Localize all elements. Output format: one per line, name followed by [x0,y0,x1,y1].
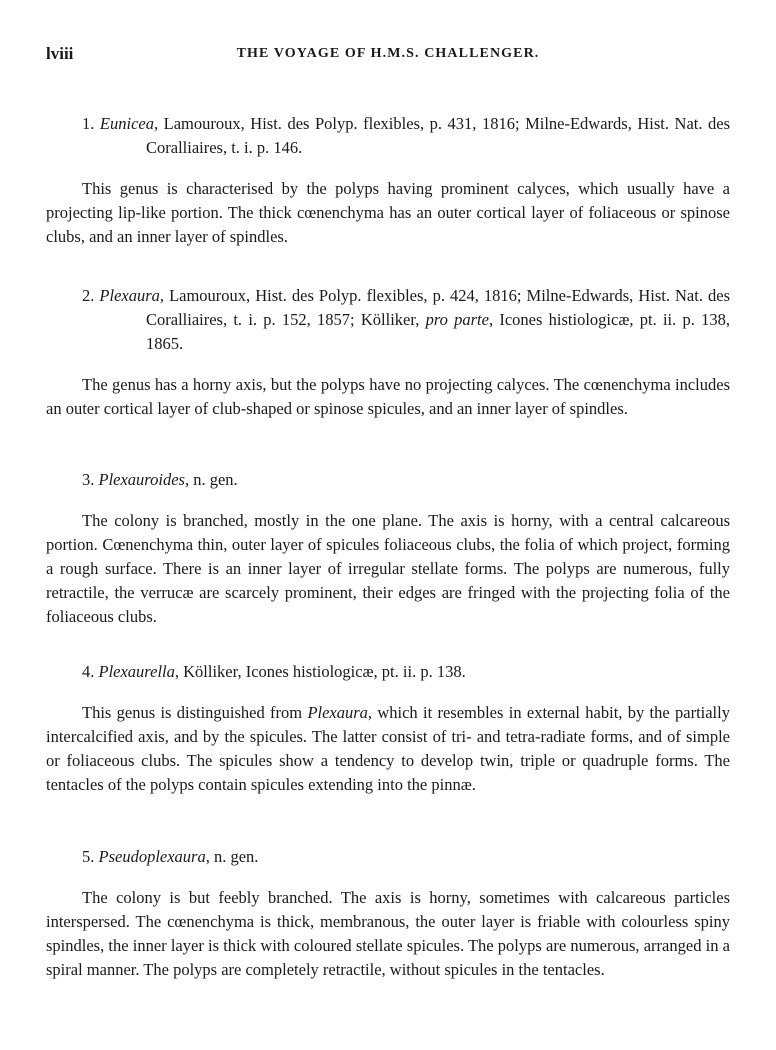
entry-number: 4. [82,662,95,681]
genus-description: The colony is but feebly branched. The axis is horny, sometimes with calcareous particles interspersed. The cœnenchyma is thick, membranous, the outer layer is friable with colourless spiny spindles, the inner layer is thick with coloured stellate spicules. The polyps are numerous, arranged in a spiral manner. The polyps are completely retractile, without spicules in the tentacles. [46,888,730,979]
genus-description [46,701,730,797]
genus-name: Plexaurella [98,662,175,681]
genus-entry-eunicea [46,112,730,249]
genus-name: Eunicea [99,114,154,133]
genus-description: The colony is branched, mostly in the one plane. The axis is horny, with a central calcareous portion. Cœnenchyma thin, outer layer of spicules foliaceous clubs, the folia of which project, forming a rough surface. There is an inner layer of irregular stellate forms. The polyps are numerous, fully retractile, the verrucæ are scarcely prominent, their edges are fringed with the projecting folia of the foliaceous clubs. [46,511,730,626]
genus-name: Pseudoplexaura [98,847,206,866]
entry-number: 1. [82,114,95,133]
genus-description: The genus has a horny axis, but the polyps have no projecting calyces. The cœnenchyma includes an outer cortical layer of club-shaped or spinose spicules, and an inner layer of spindles. [46,375,730,418]
page-number: lviii [46,44,74,63]
genus-reference [46,660,730,684]
genus-reference [46,468,730,492]
reference-italic: pro parte [425,310,489,329]
genus-description: This genus is characterised by the polyps having prominent calyces, which usually have a projecting lip-like portion. The thick cœnenchyma has an outer cortical layer of foliaceous or spinose clubs, and an inner layer of spindles. [46,179,730,246]
reference-text: , Lamouroux, Hist. des Polyp. flexibles, p. 431, 1816; Milne-Edwards, Hist. Nat. des Coralliaires, t. i. p. 146. [146,114,731,157]
entry-number: 2. [82,286,95,305]
genus-reference [46,845,730,869]
genus-name: Plexaura [99,286,160,305]
genus-entry-plexauroides [46,468,730,629]
genus-reference [46,284,730,356]
reference-text: , Lamouroux, Hist. des Polyp. flexibles, p. 424, 1816; Milne-Edwards, Hist. Nat. des Coralliaires, t. i. p. 152, 1857; Kölliker, [146,286,731,329]
genus-entry-plexaura [46,284,730,421]
page-header [46,44,730,68]
description-text-end: , which it resembles in external habit, by the partially intercalcified axis, and by the spicules. The latter consist of tri- and tetra-radiate forms, and of simple or foliaceous clubs. The spicules show a tendency to develop twin, triple or quadruple forms. The tentacles of the polyps contain spicules extending into the pinnæ. [46,703,730,794]
reference-text: , n. gen. [184,470,238,489]
genus-name: Plexauroides [98,470,185,489]
genus-entry-plexaurella [46,660,730,797]
genus-entry-pseudoplexaura [46,845,730,982]
genus-reference [46,112,730,160]
entry-number: 3. [82,470,95,489]
reference-text: , n. gen. [205,847,259,866]
reference-text-end: , Icones histiologicæ, pt. ii. p. 138, 1865. [146,310,730,353]
entry-number: 5. [82,847,95,866]
reference-text: , Kölliker, Icones histiologicæ, pt. ii. p. 138. [174,662,466,681]
description-italic: Plexaura [307,703,368,722]
running-title: THE VOYAGE OF H.M.S. CHALLENGER. [236,46,540,61]
description-text: This genus is distinguished from [82,703,308,722]
